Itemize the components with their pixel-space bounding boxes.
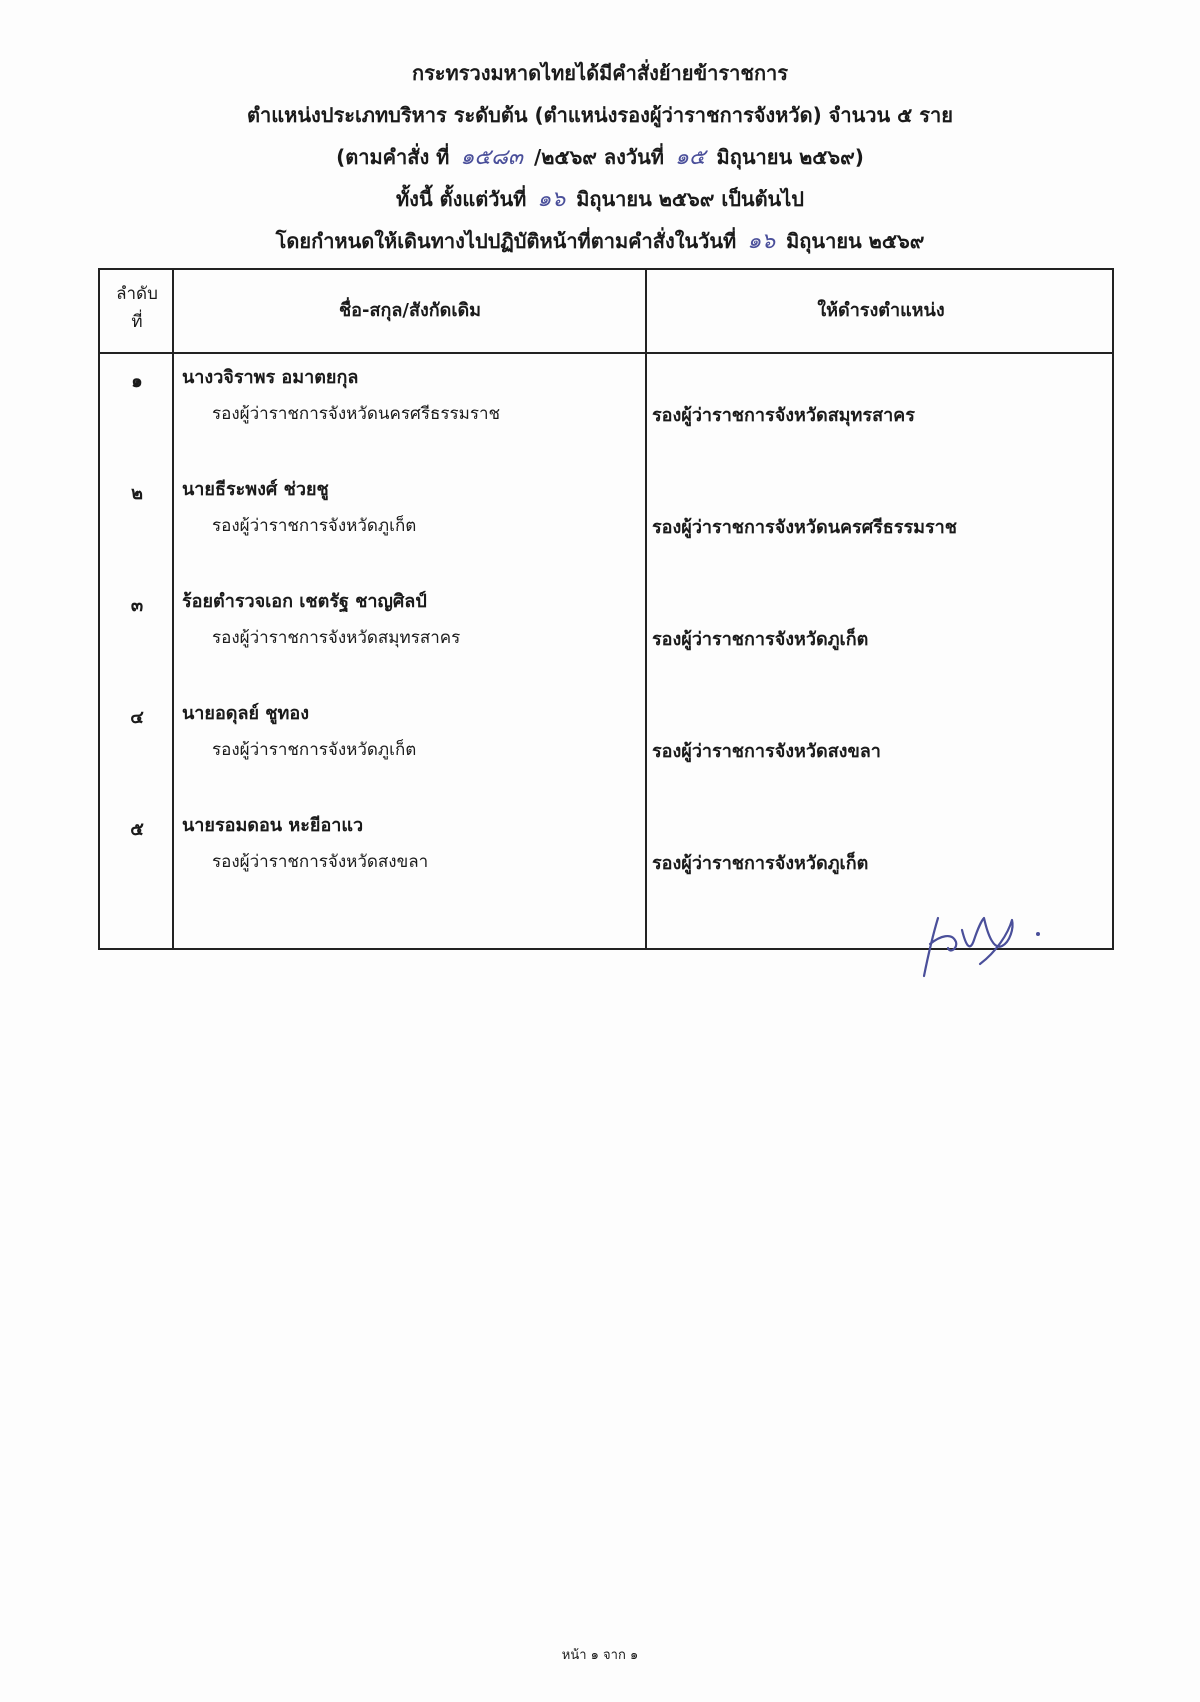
row-previous-position: รองผู้ว่าราชการจังหวัดสงขลา [212,852,429,872]
row-new-position: รองผู้ว่าราชการจังหวัดภูเก็ต [652,853,869,874]
header-subtitle: ตำแหน่งประเภทบริหาร ระดับต้น (ตำแหน่งรองผู้ว่าราชการจังหวัด) จำนวน ๕ ราย [247,103,953,127]
effective-day-handwritten: ๑๖ [537,187,566,212]
order-ref-prefix: (ตามคำสั่ง ที่ [336,145,450,169]
row-previous-position: รองผู้ว่าราชการจังหวัดภูเก็ต [212,740,417,760]
travel-prefix: โดยกำหนดให้เดินทางไปปฏิบัติหน้าที่ตามคำสั่งในวันที่ [275,229,737,253]
table-row [100,802,1116,914]
column-header-name: ชื่อ-สกุล/สังกัดเดิม [338,300,482,321]
table-row [100,578,1116,690]
table-row [100,466,1116,578]
column-header-number-line2: ที่ [131,312,143,332]
document-header [0,52,1200,262]
row-number: ๔ [130,707,144,728]
row-person-name: ร้อยตำรวจเอก เชตรัฐ ชาญศิลป์ [182,591,427,612]
effective-prefix: ทั้งนี้ ตั้งแต่วันที่ [396,187,527,211]
row-previous-position: รองผู้ว่าราชการจังหวัดภูเก็ต [212,516,417,536]
travel-suffix: มิถุนายน ๒๕๖๙ [786,229,925,253]
row-previous-position: รองผู้ว่าราชการจังหวัดนครศรีธรรมราช [212,404,501,424]
row-number: ๕ [130,819,144,840]
order-day-handwritten: ๑๕ [674,145,706,170]
handwritten-signature [910,900,1050,980]
table-row [100,690,1116,802]
row-person-name: นายรอมดอน หะยีอาแว [182,815,364,836]
transfer-table [98,268,1114,950]
header-travel-date [0,220,1200,262]
table-row [100,354,1116,466]
travel-day-handwritten: ๑๖ [747,229,776,254]
row-number: ๓ [130,595,144,616]
row-new-position: รองผู้ว่าราชการจังหวัดนครศรีธรรมราช [652,517,957,538]
header-order-ref [0,136,1200,178]
row-new-position: รองผู้ว่าราชการจังหวัดภูเก็ต [652,629,869,650]
page-number: หน้า ๑ จาก ๑ [561,1648,639,1663]
row-person-name: นางวจิราพร อมาตยกุล [182,367,359,388]
column-header-position: ให้ดำรงตำแหน่ง [817,300,945,321]
order-number-handwritten: ๑๕๘๓ [460,145,523,170]
row-number: ๒ [131,483,143,504]
order-ref-mid: /๒๕๖๙ ลงวันที่ [533,145,664,169]
order-ref-suffix: มิถุนายน ๒๕๖๙) [716,145,864,169]
row-new-position: รองผู้ว่าราชการจังหวัดสงขลา [652,741,881,762]
effective-suffix: มิถุนายน ๒๕๖๙ เป็นต้นไป [576,187,804,211]
row-person-name: นายอดุลย์ ชูทอง [182,703,309,724]
column-header-number-line1: ลำดับ [116,284,158,304]
header-title: กระทรวงมหาดไทยได้มีคำสั่งย้ายข้าราชการ [411,61,789,85]
column-header-number [100,280,174,336]
row-number: ๑ [131,371,143,392]
row-new-position: รองผู้ว่าราชการจังหวัดสมุทรสาคร [652,405,915,426]
row-person-name: นายธีระพงศ์ ช่วยชู [182,479,329,500]
row-previous-position: รองผู้ว่าราชการจังหวัดสมุทรสาคร [212,628,461,648]
header-effective-date [0,178,1200,220]
